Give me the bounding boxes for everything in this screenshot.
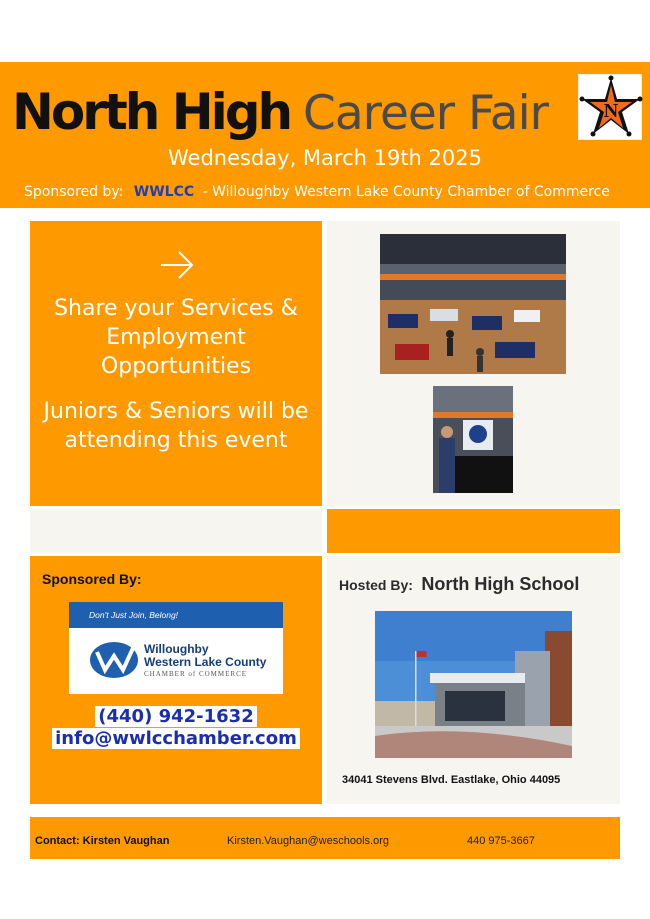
chamber-name-line1: Willoughby — [144, 642, 209, 656]
title-light: Career Fair — [303, 86, 548, 141]
contact-name: Contact: Kirsten Vaughan — [35, 835, 170, 847]
event-date: Wednesday, March 19th 2025 — [167, 146, 482, 170]
contact-phone: 440 975-3667 — [467, 835, 535, 847]
chamber-tagline: Don't Just Join, Belong! — [69, 602, 283, 628]
host-name: North High School — [421, 574, 580, 594]
chamber-logo-card — [69, 602, 283, 694]
host-label: Hosted By: — [339, 577, 413, 593]
sponsor-label: Sponsored By: — [42, 571, 142, 587]
photos-panel — [327, 221, 620, 506]
gym-fair-photo — [380, 234, 566, 374]
spacer-panel-left — [30, 509, 322, 553]
host-panel — [327, 556, 620, 804]
sponsor-phone: (440) 942-1632 — [95, 706, 256, 727]
title-bold: North High — [12, 83, 291, 141]
sponsor-email[interactable]: info@wwlcchamber.com — [52, 728, 300, 749]
sponsor-line-full: - Willoughby Western Lake County Chamber of Commerce — [202, 184, 610, 200]
logo-letter: N — [603, 100, 619, 122]
school-building-photo — [375, 611, 572, 758]
chamber-name — [144, 643, 266, 669]
chamber-subtitle: CHAMBER of COMMERCE — [144, 670, 248, 678]
sponsor-panel — [30, 556, 322, 804]
sponsor-line-label: Sponsored by: — [24, 184, 124, 200]
header-banner — [0, 62, 650, 208]
host-address: 34041 Stevens Blvd. Eastlake, Ohio 44095 — [342, 774, 561, 786]
contact-footer — [30, 817, 620, 859]
chamber-name-line2: Western Lake County — [144, 655, 267, 669]
attendance-text: Juniors & Seniors will be attending this event — [43, 399, 309, 453]
contact-email[interactable]: Kirsten.Vaughan@weschools.org — [227, 835, 389, 847]
services-panel — [30, 221, 322, 506]
host-heading — [339, 574, 579, 595]
sponsor-line — [24, 184, 610, 200]
chamber-w-icon — [89, 640, 139, 680]
north-star-logo — [578, 74, 642, 140]
arrow-right-icon — [157, 248, 197, 282]
sponsor-line-abbr: WWLCC — [133, 184, 195, 200]
services-text: Share your Services & Employment Opportunities — [54, 296, 298, 379]
spacer-panel-right — [327, 509, 620, 553]
page-title — [12, 84, 548, 142]
booth-photo — [433, 386, 513, 493]
